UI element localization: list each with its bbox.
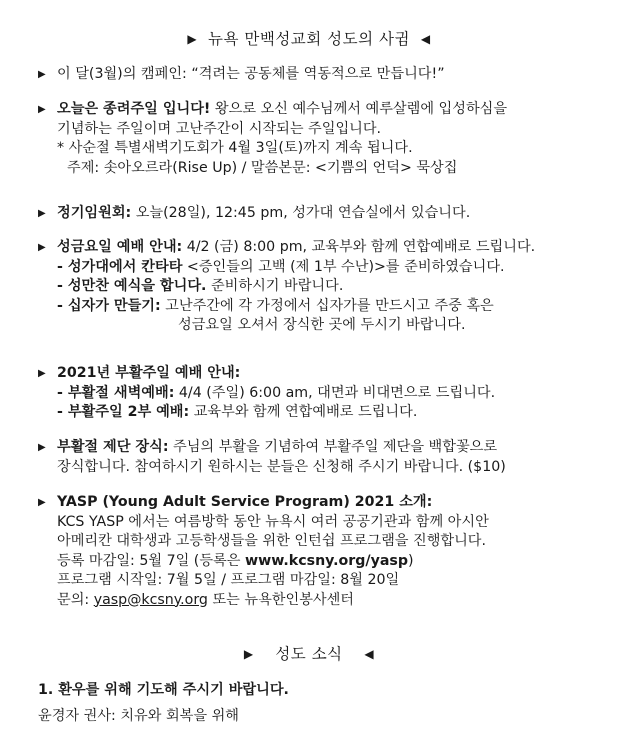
easter-second-text: 교육부와 함께 연합예배로 드립니다. [189,404,418,420]
cross-text: 고난주간에 각 가정에서 십자가를 만드시고 주중 혹은 [160,297,494,314]
altar-line2: 장식합니다. 참여하시기 원하시는 분들은 신청해 주시기 바랍니다. ($10) [57,458,506,475]
yasp-line3: 아메리칸 대학생과 고등학생들을 위한 인턴쉽 프로그램을 진행합니다. [57,533,487,549]
easter-dawn-heading: - 부활절 새벽예배: [57,384,175,401]
section-title-news [0,642,618,664]
bullet-icon: ▶ [38,69,46,80]
news-item-1-detail: 윤경자 권사: 치유와 회복을 위해 [38,708,239,724]
bullet-icon: ▶ [38,208,46,219]
section-title-fellowship [0,27,618,49]
easter-second-heading: - 부활주일 2부 예배: [57,404,190,420]
news-item-1: 1. 환우를 위해 기도해 주시기 바랍니다. [38,682,289,698]
palm-sunday-heading: 오늘은 종려주일 입니다! [57,101,211,117]
good-friday-item [38,238,608,336]
bullet-icon: ▶ [38,368,46,379]
palm-sunday-text: 왕으로 오신 예수님께서 예루살렘에 입성하심을 [210,101,508,117]
triangle-left-icon: ◀ [420,32,431,46]
bullet-icon: ▶ [38,104,46,115]
cross-text-line2: 성금요일 오셔서 장식한 곳에 두시기 바랍니다. [178,317,466,333]
meeting-text: 오늘(28일), 12:45 pm, 성가대 연습실에서 있습니다. [131,205,471,221]
bullet-icon: ▶ [38,497,46,508]
news-title: 성도 소식 [275,645,343,663]
palm-sunday-line3: * 사순절 특별새벽기도회가 4월 3일(토)까지 계속 됩니다. [57,140,413,156]
cantata-heading: - 성가대에서 칸타타 [57,258,183,275]
campaign-text: 이 달(3월)의 캠페인: “격려는 공동체를 역동적으로 만듭니다!” [57,66,445,82]
communion-text: 준비하시기 바랍니다. [206,278,344,294]
easter-item [38,364,608,423]
yasp-schedule: 프로그램 시작일: 7월 5일 / 프로그램 마감일: 8월 20일 [57,572,400,588]
yasp-item [38,493,608,610]
palm-sunday-line2: 기념하는 주일이며 고난주간이 시작되는 주일입니다. [57,120,382,137]
yasp-contact-org: 또는 뉴욕한인봉사센터 [207,591,355,608]
fellowship-title: 뉴욕 만백성교회 성도의 사귐 [208,30,410,48]
yasp-url: www.kcsny.org/yasp [244,552,409,569]
altar-item [38,438,608,477]
triangle-left-icon: ◀ [364,647,375,661]
yasp-deadline: 등록 마감일: 5월 7일 (등록은 [57,552,245,569]
yasp-email-link[interactable]: yasp@kcsny.org [93,591,208,608]
yasp-line2: KCS YASP 에서는 여름방학 동안 뉴욕시 여러 공공기관과 함께 아시안 [57,513,489,530]
meeting-item [38,204,608,224]
good-friday-text: 4/2 (금) 8:00 pm, 교육부와 함께 연합예배로 드립니다. [182,239,536,255]
palm-sunday-item [38,100,608,178]
altar-text: 주님의 부활을 기념하여 부활주일 제단을 백합꽃으로 [168,439,498,455]
news-list [38,680,598,726]
easter-heading: 2021년 부활주일 예배 안내: [57,365,241,381]
good-friday-heading: 성금요일 예배 안내: [57,239,183,255]
bullet-icon: ▶ [38,242,46,253]
meeting-heading: 정기임원회: [57,205,132,221]
communion-heading: - 성만찬 예식을 합니다. [57,278,207,294]
cantata-text: <증인들의 고백 (제 1부 수난)>를 준비하였습니다. [182,258,505,275]
yasp-heading: YASP (Young Adult Service Program) 2021 소개: [57,494,433,510]
triangle-right-icon: ▶ [243,647,254,661]
campaign-item [38,65,608,85]
bullet-icon: ▶ [38,442,46,453]
yasp-contact-label: 문의: [57,591,94,608]
triangle-right-icon: ▶ [187,32,198,46]
easter-dawn-text: 4/4 (주일) 6:00 am, 대면과 비대면으로 드립니다. [174,384,496,401]
altar-heading: 부활절 제단 장식: [57,439,169,455]
palm-sunday-line4: 주제: 솟아오르라(Rise Up) / 말씀본문: <기쁨의 언덕> 묵상집 [67,159,458,176]
yasp-deadline-close: ) [408,552,414,569]
cross-heading: - 십자가 만들기: [57,297,161,314]
